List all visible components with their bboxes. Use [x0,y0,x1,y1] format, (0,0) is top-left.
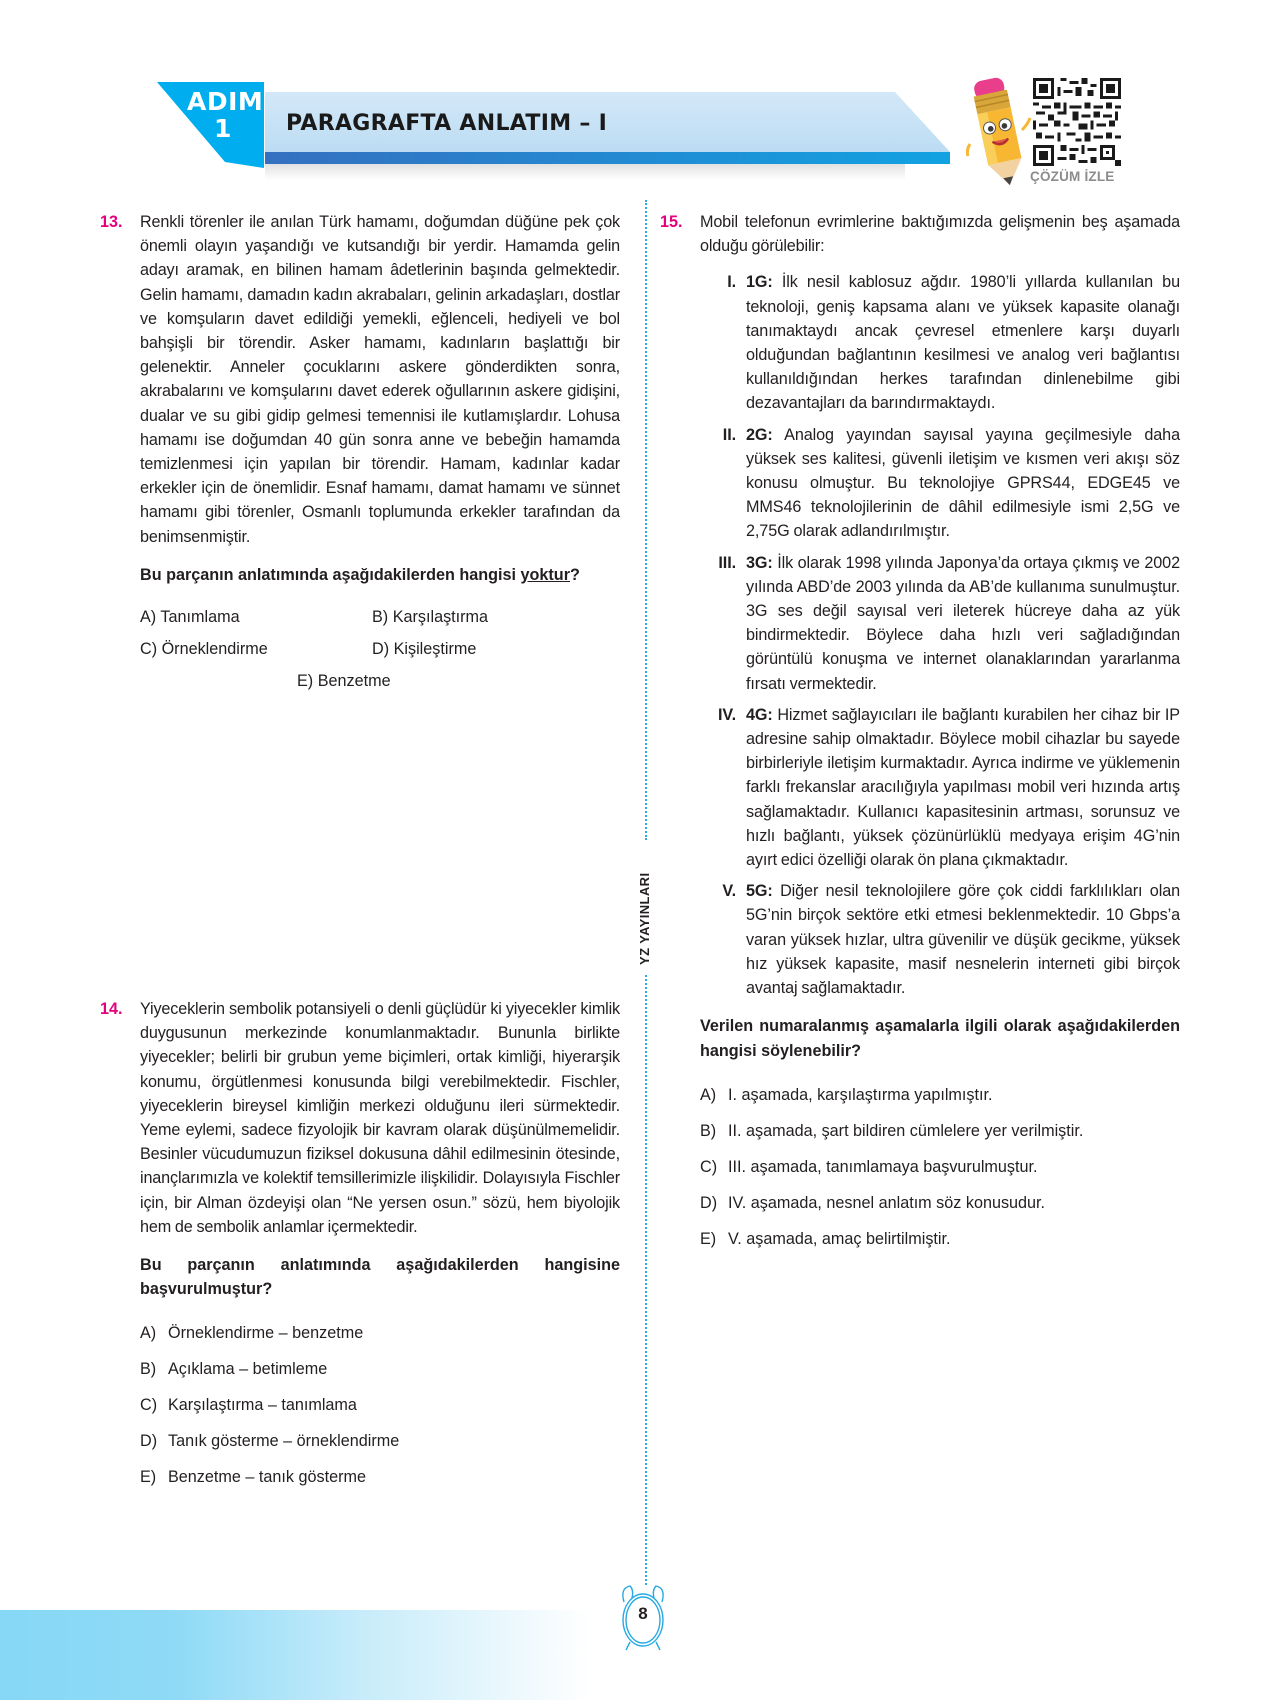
footer-band [0,1610,590,1700]
left-column [100,210,620,1495]
prompt-text: Bu parçanın anlatımında aşağıdakilerden hangisi [140,565,521,584]
column-divider [645,975,647,1585]
option-a[interactable]: A) Örneklendirme – benzetme [140,1324,364,1343]
stage-list [700,270,1180,1000]
question-number: 13. [100,213,123,231]
question-prompt [140,563,620,587]
step-badge [157,82,264,168]
option-e[interactable]: E) V. aşamada, amaç belirtilmiştir. [700,1229,951,1248]
question-passage: Mobil telefonun evrimlerine baktığımızda gelişmenin beş aşamada olduğu görülebilir: [700,213,1180,256]
option-a[interactable]: A) I. aşamada, karşılaştırma yapılmıştır. [700,1085,993,1104]
question-number: 15. [660,213,683,231]
pencil-mascot-icon [960,74,1040,194]
stage-item: II. 2G: Analog yayından sayısal yayına geçilmesiyle daha yüksek ses kalitesi, güvenli iletişim ve kısmen veri akışı söz konusu olmuştur. Bu teknolojiye GPRS44, EDGE45 ve MMS46 teknolojilerinin de dâhil edilmesiyle ismi 2,5G ve 2,75G olarak adlandırılmıştır. [722,425,1180,541]
option-d[interactable]: D) IV. aşamada, nesnel anlatım söz konusudur. [700,1193,1046,1212]
option-c[interactable]: C) Karşılaştırma – tanımlama [140,1396,357,1415]
question-spacer [100,697,620,997]
publisher-label: YZ YAYINLARI [637,872,652,965]
stage-item: I. 1G: İlk nesil kablosuz ağdır. 1980’li yıllarda kullanılan bu teknoloji, geniş kapsama alanı ve yüksek kapasite olanağı tanımaktaydı ancak çevresel etmenlere karşı duyarlı olduğundan bağlantının kesilmesi ve analog veri bağlantısı kullanıldığından herkes tarafından dinlenebilme gibi dezavantajları da barındırmaktaydı. [727,273,1180,413]
prompt-end: ? [570,565,580,584]
option-b[interactable]: B) II. aşamada, şart bildiren cümlelere yer verilmiştir. [700,1121,1084,1140]
step-label: ADIM [187,87,264,116]
qr-code[interactable] [1033,78,1121,166]
section-title: PARAGRAFTA ANLATIM – I [286,111,608,136]
answer-options [700,1077,1180,1257]
watch-solution-label[interactable]: ÇÖZÜM İZLE [1030,169,1115,184]
question-number: 14. [100,1000,123,1019]
question-15 [660,210,1180,1257]
stage-item: IV. 4G: Hizmet sağlayıcıları ile bağlantı kurabilen her cihaz bir IP adresine sahip olmaktadır. Böylece mobil cihazlar bu sayede birbirleriyle iletişim kurmaktadır. Ayrıca indirme ve yüklemenin farklı frekanslar aracılığıyla yapılması mobil veri hızında artış sağlamaktadır. Kullanıcı kapasitesinin artması, sorunsuz ve hızlı bağlantı, yüksek çözünürlüklü medyaya erişim 4G’nin ayırt edici özelliği olarak ön plana çıkmaktadır. [717,705,1180,870]
question-prompt: Verilen numaralanmış aşamalarla ilgili olarak aşağıdakilerden hangisi söylenebilir? [700,1017,1180,1060]
question-passage: Renkli törenler ile anılan Türk hamamı, doğumdan düğüne pek çok önemli olayın yaşandığı ve kutsandığı bir yerdir. Hamamda gelin adayı aramak, en bilinen hamam âdetlerinin başında gelmektedir. Gelin hamamı, damadın kadın akrabaları, gelinin arkadaşları, dostlar ve komşuların davet edildiği yemekli, eğlenceli, hediyeli ve bol bahşişli bir törendir. Asker hamamı, kadınların başlattığı bir gelenektir. Anneler çocuklarını askere gönderdikten sonra, akrabalarını ve komşularını davet ederek oğullarının askere gidişini, dualar ve su gibi gidip gelmesi temennisi ile kutlamışlardır. Lohusa hamamı ise doğumdan 40 gün sonra anne ve bebeğin hamamda temizlenmesi için yapılan bir törendir. Hamam, kadınlar kadar erkekler için de önemlidir. Esnaf hamamı, damat hamamı ve sünnet hamamı gibi törenler, Osmanlı toplumunda erkekler tarafından da benimsenmiştir. [140,213,620,546]
prompt-emphasis: yoktur [520,565,570,584]
page-number: 8 [638,1604,648,1623]
option-d[interactable]: D) Tanık gösterme – örneklendirme [140,1432,400,1451]
header-banner [265,92,985,182]
question-13 [100,210,620,697]
question-prompt: Bu parçanın anlatımında aşağıdakilerden hangisine başvurulmuştur? [140,1256,620,1299]
stage-item: III. 3G: İlk olarak 1998 yılında Japonya’da ortaya çıkmış ve 2002 yılında ABD’de 2003 yılında da AB’de kullanıma sunulmuştur. 3G ses değil sayısal veri ileterek hücreye daha az yük bindirmektedir. Böylece daha hızlı veri sağladığından görüntülü konuşma ve internet olanaklarından yararlanma fırsatı vermektedir. [718,553,1180,693]
option-e[interactable]: E) Benzetme – tanık gösterme [140,1468,366,1487]
question-passage: Yiyeceklerin sembolik potansiyeli o denli güçlüdür ki yiyecekler kimlik duygusunun merkezinde konumlanmaktadır. Bununla birlikte yiyecekler; belirli bir grubun yeme biçimleri, ortak kimliği, hiyerarşik konumu, örgütlenmesi konusunda bilgi verebilmektedir. Fischler, yiyeceklerin bireysel kimliğin merkezi olduğunu ileri sürmektedir. Yeme eylemi, sadece fizyolojik bir kavram olarak düşünülmemelidir. Besinler vücudumuzun fiziksel dokusuna dâhil edilmesinin ötesinde, inançlarımızla ve kolektif temsillerimizle ilişkilidir. Dolayısıyla Fischler için, bir Alman özdeyişi olan “Ne yersen osun.” sözü, hem biyolojik hem de sembolik anlamlar içermektedir. [140,1000,620,1236]
stage-item: V. 5G: Diğer nesil teknolojilere göre çok ciddi farklılıkları olan 5G’nin birçok sektöre etki etmesi beklenmektedir. 10 Gbps’a varan yüksek hızlar, ultra güvenilir ve düşük gecikme, yüksek hız yüksek kapasite, masif nesnelerin interneti gibi birçok avantaj sağlamaktadır. [722,882,1180,998]
answer-options [140,1315,620,1495]
answer-options [140,601,620,697]
question-14 [100,997,620,1495]
option-c[interactable]: C) III. aşamada, tanımlamaya başvurulmuştur. [700,1157,1038,1176]
step-number: 1 [214,114,232,143]
right-column [660,210,1180,1257]
option-e[interactable]: E) Benzetme [297,671,391,690]
option-b[interactable]: B) Açıklama – betimleme [140,1360,328,1379]
option-b[interactable]: B) Karşılaştırma [372,607,489,626]
option-a[interactable]: A) Tanımlama [140,607,240,626]
option-d[interactable]: D) Kişileştirme [372,639,477,658]
column-divider [645,200,647,840]
option-c[interactable]: C) Örneklendirme [140,639,268,658]
